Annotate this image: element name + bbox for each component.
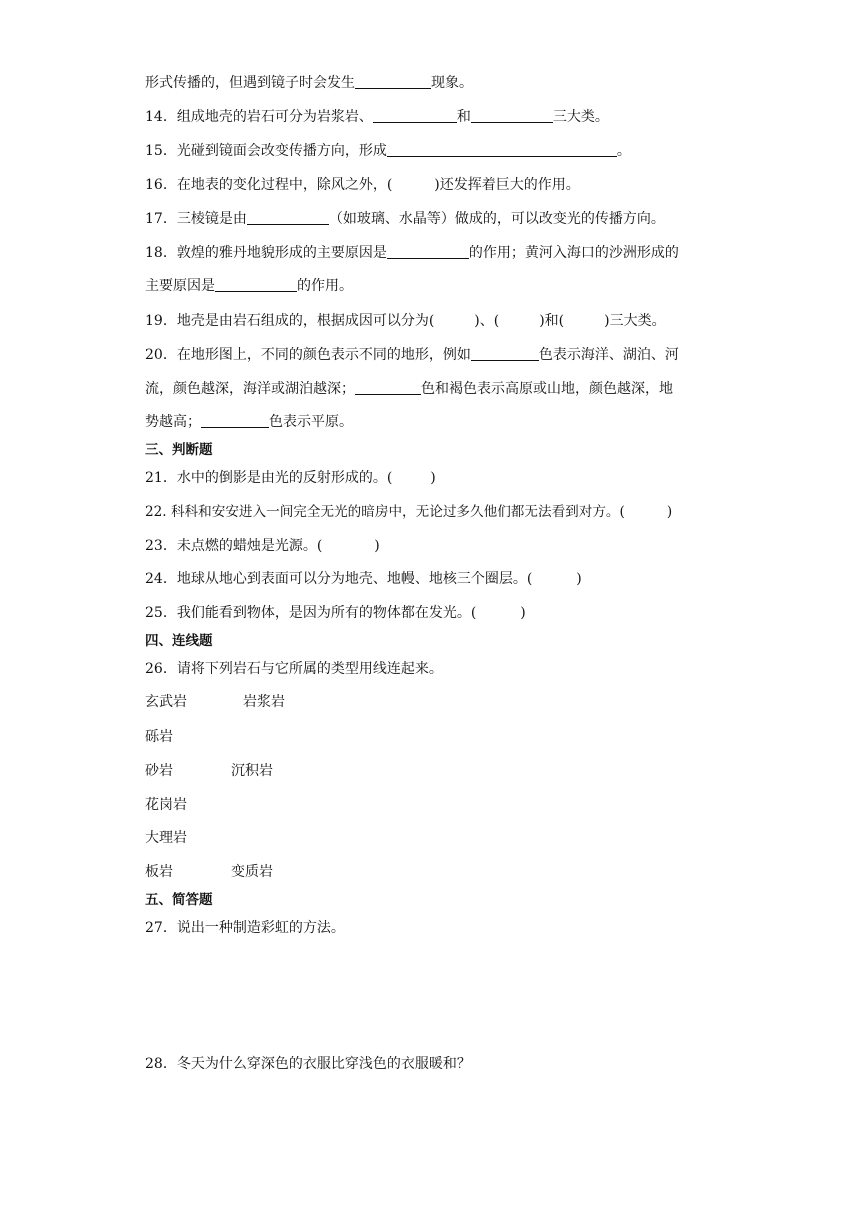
- answer-blank[interactable]: [355, 74, 431, 89]
- question-23: 23．未点燃的蜡烛是光源。( ): [145, 538, 380, 554]
- question-16: 16．在地表的变化过程中，除风之外，( )还发挥着巨大的作用。: [145, 177, 580, 193]
- rock-item-conglomerate[interactable]: 砾岩: [145, 729, 173, 745]
- rock-type-metamorphic[interactable]: 变质岩: [231, 864, 273, 880]
- rock-item-granite[interactable]: 花岗岩: [145, 797, 187, 813]
- question-27: 27．说出一种制造彩虹的方法。: [145, 920, 345, 936]
- answer-blank[interactable]: [471, 346, 539, 361]
- question-28: 28．冬天为什么穿深色的衣服比穿浅色的衣服暖和？: [145, 1056, 471, 1072]
- rock-type-igneous[interactable]: 岩浆岩: [243, 694, 285, 710]
- question-13-continuation: 形式传播的，但遇到镜子时会发生 现象。: [145, 75, 473, 91]
- question-26: 26．请将下列岩石与它所属的类型用线连起来。: [145, 661, 443, 677]
- question-20-line1: 20．在地形图上，不同的颜色表示不同的地形，例如 色表示海洋、湖泊、河: [145, 347, 679, 363]
- answer-blank[interactable]: [387, 142, 617, 157]
- rock-item-sandstone[interactable]: 砂岩: [145, 763, 173, 779]
- question-20-line3: 势越高； 色表示平原。: [145, 414, 353, 430]
- question-24: 24．地球从地心到表面可以分为地壳、地幔、地核三个圈层。( ): [145, 571, 582, 587]
- answer-blank[interactable]: [201, 413, 269, 428]
- question-15: 15．光碰到镜面会改变传播方向，形成 。: [145, 143, 631, 159]
- rock-item-slate[interactable]: 板岩: [145, 864, 173, 880]
- rock-item-basalt[interactable]: 玄武岩: [145, 694, 187, 710]
- section-heading-short-answer: 五、简答题: [145, 892, 213, 908]
- question-17: 17．三棱镜是由 （如玻璃、水晶等）做成的，可以改变光的传播方向。: [145, 211, 665, 227]
- rock-item-marble[interactable]: 大理岩: [145, 830, 187, 846]
- answer-blank[interactable]: [471, 108, 553, 123]
- question-20-line2: 流，颜色越深，海洋或湖泊越深； 色和褐色表示高原或山地，颜色越深，地: [145, 381, 673, 397]
- answer-blank[interactable]: [373, 108, 457, 123]
- question-18-line2: 主要原因是 的作用。: [145, 278, 353, 294]
- question-22: 22. 科科和安安进入一间完全无光的暗房中，无论过多久他们都无法看到对方。( ): [145, 504, 673, 520]
- question-21: 21．水中的倒影是由光的反射形成的。( ): [145, 470, 436, 486]
- question-18-line1: 18．敦煌的雅丹地貌形成的主要原因是 的作用；黄河入海口的沙洲形成的: [145, 245, 679, 261]
- section-heading-matching: 四、连线题: [145, 633, 213, 649]
- question-14: 14．组成地壳的岩石可分为岩浆岩、 和 三大类。: [145, 109, 609, 125]
- question-25: 25．我们能看到物体，是因为所有的物体都在发光。( ): [145, 605, 526, 621]
- question-19: 19．地壳是由岩石组成的，根据成因可以分为( )、( )和( )三大类。: [145, 313, 666, 329]
- answer-blank[interactable]: [355, 380, 421, 395]
- rock-type-sedimentary[interactable]: 沉积岩: [231, 763, 273, 779]
- answer-blank[interactable]: [387, 244, 469, 259]
- answer-blank[interactable]: [247, 210, 329, 225]
- section-heading-judgement: 三、判断题: [145, 442, 213, 458]
- answer-blank[interactable]: [215, 277, 297, 292]
